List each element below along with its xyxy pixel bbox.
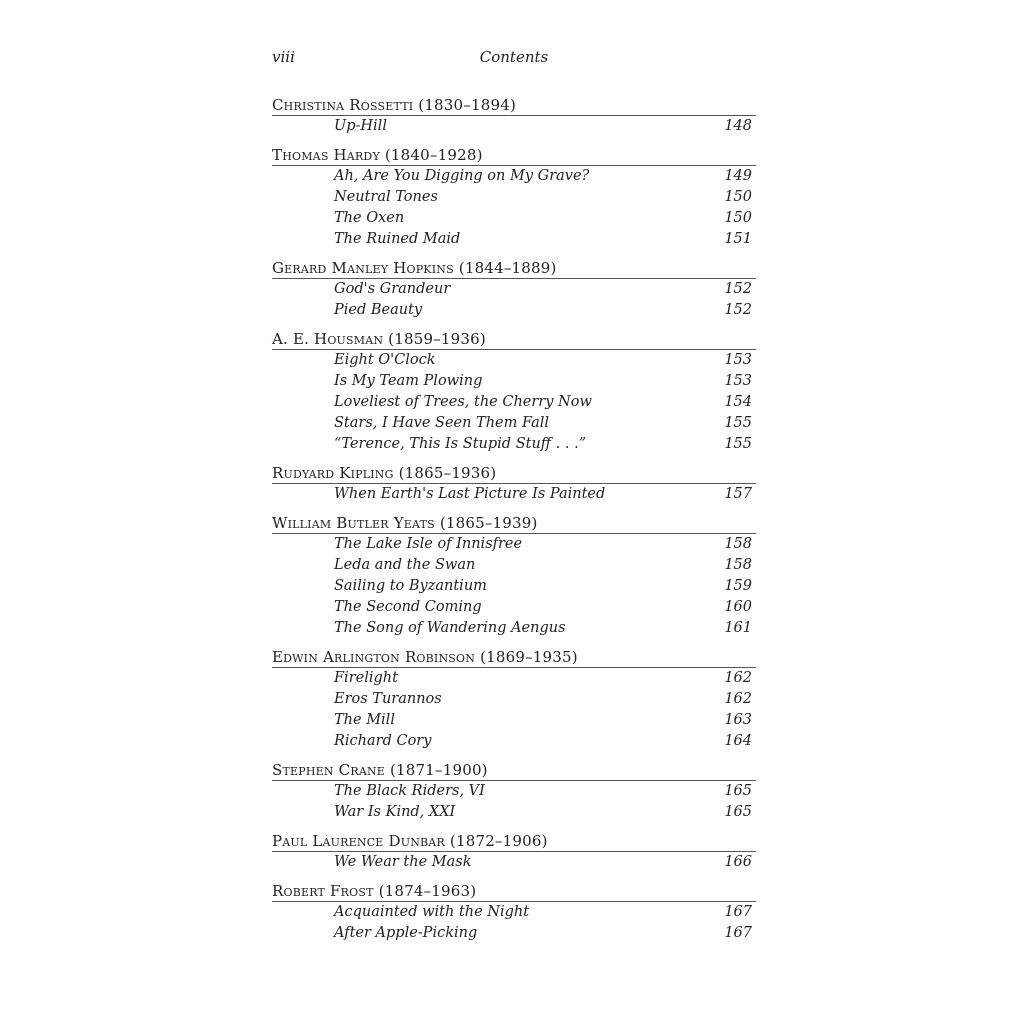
- toc-entry: [272, 710, 756, 731]
- poem-title: Leda and the Swan: [334, 557, 476, 573]
- poem-title: The Black Riders, VI: [334, 783, 485, 799]
- poem-title: Firelight: [334, 670, 398, 686]
- toc-section: [272, 648, 756, 752]
- toc-section: [272, 514, 756, 639]
- page-header: [272, 48, 756, 70]
- toc-entry: [272, 902, 756, 923]
- page-number: 151: [724, 231, 752, 247]
- toc-entry: [272, 371, 756, 392]
- page-number: 163: [724, 712, 752, 728]
- poem-title: “Terence, This Is Stupid Stuff . . .”: [334, 436, 587, 452]
- toc-entry: [272, 576, 756, 597]
- author-heading: Edwin Arlington Robinson (1869–1935): [272, 648, 756, 668]
- poem-title: The Second Coming: [334, 599, 482, 615]
- poem-title: The Ruined Maid: [334, 231, 461, 247]
- poem-title: The Lake Isle of Innisfree: [334, 536, 523, 552]
- toc-entry: [272, 392, 756, 413]
- toc-entry: [272, 802, 756, 823]
- page-number: 167: [724, 925, 752, 941]
- toc-entry: [272, 689, 756, 710]
- page-number: 153: [724, 352, 752, 368]
- poem-title: God's Grandeur: [334, 281, 451, 297]
- toc-section: [272, 882, 756, 944]
- poem-title: Eight O'Clock: [334, 352, 436, 368]
- page-number: 165: [724, 783, 752, 799]
- poem-title: Pied Beauty: [334, 302, 423, 318]
- page-number: 150: [724, 189, 752, 205]
- page-number: 162: [724, 691, 752, 707]
- author-heading: Gerard Manley Hopkins (1844–1889): [272, 259, 756, 279]
- toc-entry: [272, 279, 756, 300]
- page-number: 162: [724, 670, 752, 686]
- toc-entry: [272, 187, 756, 208]
- poem-title: Neutral Tones: [334, 189, 438, 205]
- running-head: Contents: [479, 48, 549, 66]
- page-number: 153: [724, 373, 752, 389]
- page-number: 160: [724, 599, 752, 615]
- toc-entry: [272, 668, 756, 689]
- toc-entry: [272, 229, 756, 250]
- page-number: 154: [724, 394, 752, 410]
- page-number: 159: [724, 578, 752, 594]
- toc-entry: [272, 434, 756, 455]
- toc-section: [272, 464, 756, 505]
- toc-section: [272, 96, 756, 137]
- poem-title: Loveliest of Trees, the Cherry Now: [334, 394, 592, 410]
- page-number: 161: [724, 620, 752, 636]
- toc-section: [272, 832, 756, 873]
- page-number: 149: [724, 168, 752, 184]
- author-heading: Thomas Hardy (1840–1928): [272, 146, 756, 166]
- toc-entry: [272, 923, 756, 944]
- toc-entry: [272, 116, 756, 137]
- page-number: 165: [724, 804, 752, 820]
- page-number: 157: [724, 486, 752, 502]
- poem-title: Eros Turannos: [334, 691, 442, 707]
- poem-title: Is My Team Plowing: [334, 373, 483, 389]
- page-number: 158: [724, 536, 752, 552]
- poem-title: The Song of Wandering Aengus: [334, 620, 566, 636]
- poem-title: Ah, Are You Digging on My Grave?: [334, 168, 590, 184]
- author-heading: A. E. Housman (1859–1936): [272, 330, 756, 350]
- toc-entry: [272, 166, 756, 187]
- poem-title: We Wear the Mask: [334, 854, 472, 870]
- poem-title: Richard Cory: [334, 733, 432, 749]
- author-heading: Stephen Crane (1871–1900): [272, 761, 756, 781]
- toc-section: [272, 146, 756, 250]
- toc-entry: [272, 618, 756, 639]
- page-number: 155: [724, 415, 752, 431]
- page-number: 158: [724, 557, 752, 573]
- page-number: 150: [724, 210, 752, 226]
- toc-entry: [272, 731, 756, 752]
- author-heading: Robert Frost (1874–1963): [272, 882, 756, 902]
- poem-title: Sailing to Byzantium: [334, 578, 487, 594]
- poem-title: When Earth's Last Picture Is Painted: [334, 486, 606, 502]
- page-number: 164: [724, 733, 752, 749]
- page-number: 152: [724, 302, 752, 318]
- table-of-contents: [272, 96, 756, 953]
- toc-entry: [272, 350, 756, 371]
- page-number: 155: [724, 436, 752, 452]
- page-number: 167: [724, 904, 752, 920]
- toc-section: [272, 259, 756, 321]
- poem-title: War Is Kind, XXI: [334, 804, 456, 820]
- page-number: 166: [724, 854, 752, 870]
- poem-title: The Oxen: [334, 210, 405, 226]
- toc-entry: [272, 534, 756, 555]
- poem-title: After Apple-Picking: [334, 925, 478, 941]
- author-heading: Rudyard Kipling (1865–1936): [272, 464, 756, 484]
- poem-title: Acquainted with the Night: [334, 904, 530, 920]
- poem-title: Up-Hill: [334, 118, 387, 134]
- toc-entry: [272, 484, 756, 505]
- page-number: viii: [272, 48, 295, 66]
- toc-entry: [272, 413, 756, 434]
- toc-entry: [272, 597, 756, 618]
- author-heading: William Butler Yeats (1865–1939): [272, 514, 756, 534]
- author-heading: Paul Laurence Dunbar (1872–1906): [272, 832, 756, 852]
- toc-section: [272, 761, 756, 823]
- toc-entry: [272, 852, 756, 873]
- author-heading: Christina Rossetti (1830–1894): [272, 96, 756, 116]
- page-number: 152: [724, 281, 752, 297]
- poem-title: The Mill: [334, 712, 395, 728]
- toc-section: [272, 330, 756, 455]
- toc-entry: [272, 208, 756, 229]
- poem-title: Stars, I Have Seen Them Fall: [334, 415, 549, 431]
- toc-entry: [272, 300, 756, 321]
- toc-entry: [272, 555, 756, 576]
- page-number: 148: [724, 118, 752, 134]
- toc-entry: [272, 781, 756, 802]
